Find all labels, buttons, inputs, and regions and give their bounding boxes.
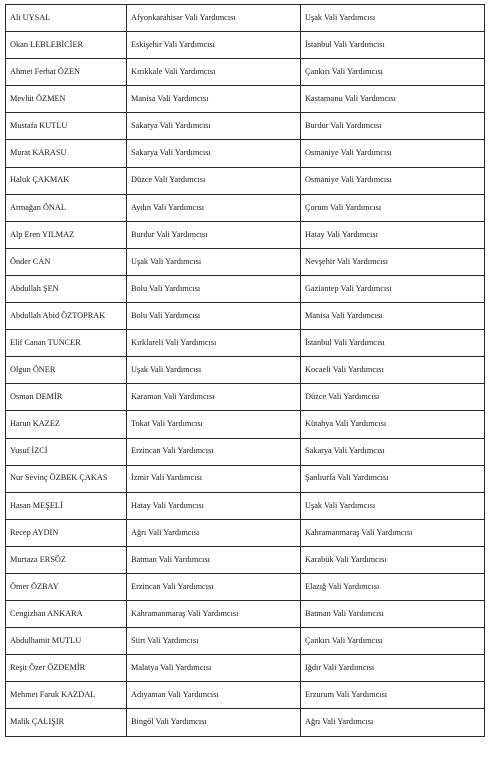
- current-post-cell: Ağrı Vali Yardımcısı: [127, 519, 301, 546]
- table-row: [6, 357, 485, 384]
- current-post-cell: Sakarya Vali Yardımcısı: [127, 140, 301, 167]
- current-post-cell: Kahramanmaraş Vali Yardımcısı: [127, 601, 301, 628]
- current-post-cell: Uşak Vali Yardımcısı: [127, 357, 301, 384]
- current-post-cell: Burdur Vali Yardımcısı: [127, 221, 301, 248]
- person-name-cell: Elif Canan TUNCER: [6, 330, 127, 357]
- current-post-cell: Aydın Vali Yardımcısı: [127, 194, 301, 221]
- table-row: [6, 438, 485, 465]
- current-post-cell: Kırklareli Vali Yardımcısı: [127, 330, 301, 357]
- new-post-cell: İstanbul Vali Yardımcısı: [301, 32, 485, 59]
- person-name-cell: Ömer ÖZBAY: [6, 573, 127, 600]
- table-row: [6, 221, 485, 248]
- current-post-cell: Erzincan Vali Yardımcısı: [127, 573, 301, 600]
- document-page: [5, 4, 484, 737]
- new-post-cell: Sakarya Vali Yardımcısı: [301, 438, 485, 465]
- person-name-cell: Mevlüt ÖZMEN: [6, 86, 127, 113]
- new-post-cell: İstanbul Vali Yardımcısı: [301, 330, 485, 357]
- new-post-cell: Iğdır Vali Yardımcısı: [301, 655, 485, 682]
- new-post-cell: Uşak Vali Yardımcısı: [301, 5, 485, 32]
- table-row: [6, 465, 485, 492]
- person-name-cell: Reşit Özer ÖZDEMİR: [6, 655, 127, 682]
- table-row: [6, 86, 485, 113]
- current-post-cell: Karaman Vali Yardımcısı: [127, 384, 301, 411]
- new-post-cell: Karabük Vali Yardımcısı: [301, 546, 485, 573]
- person-name-cell: Mehmet Faruk KAZDAL: [6, 682, 127, 709]
- person-name-cell: Okan LEBLEBİCİER: [6, 32, 127, 59]
- current-post-cell: Bolu Vali Yardımcısı: [127, 275, 301, 302]
- current-post-cell: Tokat Vali Yardımcısı: [127, 411, 301, 438]
- person-name-cell: Recep AYDIN: [6, 519, 127, 546]
- current-post-cell: Eskişehir Vali Yardımcısı: [127, 32, 301, 59]
- current-post-cell: Sakarya Vali Yardımcısı: [127, 113, 301, 140]
- person-name-cell: Abdulhamit MUTLU: [6, 628, 127, 655]
- current-post-cell: Bolu Vali Yardımcısı: [127, 303, 301, 330]
- table-row: [6, 709, 485, 736]
- table-row: [6, 5, 485, 32]
- new-post-cell: Düzce Vali Yardımcısı: [301, 384, 485, 411]
- person-name-cell: Osman DEMİR: [6, 384, 127, 411]
- person-name-cell: Önder CAN: [6, 248, 127, 275]
- new-post-cell: Gaziantep Vali Yardımcısı: [301, 275, 485, 302]
- current-post-cell: Uşak Vali Yardımcısı: [127, 248, 301, 275]
- current-post-cell: Erzincan Vali Yardımcısı: [127, 438, 301, 465]
- new-post-cell: Kocaeli Vali Yardımcısı: [301, 357, 485, 384]
- table-row: [6, 655, 485, 682]
- table-row: [6, 248, 485, 275]
- current-post-cell: Malatya Vali Yardımcısı: [127, 655, 301, 682]
- table-row: [6, 411, 485, 438]
- new-post-cell: Kastamonu Vali Yardımcısı: [301, 86, 485, 113]
- table-row: [6, 492, 485, 519]
- new-post-cell: Çankırı Vali Yardımcısı: [301, 59, 485, 86]
- table-row: [6, 682, 485, 709]
- person-name-cell: Ahmet Ferhat ÖZEN: [6, 59, 127, 86]
- person-name-cell: Nur Sevinç ÖZBEK ÇAKAS: [6, 465, 127, 492]
- current-post-cell: Adıyaman Vali Yardımcısı: [127, 682, 301, 709]
- table-row: [6, 330, 485, 357]
- new-post-cell: Batman Vali Yardımcısı: [301, 601, 485, 628]
- current-post-cell: Düzce Vali Yardımcısı: [127, 167, 301, 194]
- current-post-cell: İzmir Vali Yardımcısı: [127, 465, 301, 492]
- new-post-cell: Şanlıurfa Vali Yardımcısı: [301, 465, 485, 492]
- person-name-cell: Ali UYSAL: [6, 5, 127, 32]
- person-name-cell: Malik ÇALIŞIR: [6, 709, 127, 736]
- table-row: [6, 519, 485, 546]
- new-post-cell: Uşak Vali Yardımcısı: [301, 492, 485, 519]
- person-name-cell: Mustafa KUTLU: [6, 113, 127, 140]
- table-row: [6, 32, 485, 59]
- table-row: [6, 275, 485, 302]
- new-post-cell: Erzurum Vali Yardımcısı: [301, 682, 485, 709]
- current-post-cell: Afyonkarahisar Vali Yardımcısı: [127, 5, 301, 32]
- new-post-cell: Osmaniye Vali Yardımcısı: [301, 167, 485, 194]
- table-row: [6, 628, 485, 655]
- new-post-cell: Elazığ Vali Yardımcısı: [301, 573, 485, 600]
- new-post-cell: Kahramanmaraş Vali Yardımcısı: [301, 519, 485, 546]
- table-row: [6, 573, 485, 600]
- new-post-cell: Kütahya Vali Yardımcısı: [301, 411, 485, 438]
- new-post-cell: Çorum Vali Yardımcısı: [301, 194, 485, 221]
- current-post-cell: Bingöl Vali Yardımcısı: [127, 709, 301, 736]
- new-post-cell: Manisa Vali Yardımcısı: [301, 303, 485, 330]
- table-row: [6, 113, 485, 140]
- person-name-cell: Cengizhan ANKARA: [6, 601, 127, 628]
- new-post-cell: Hatay Vali Yardımcısı: [301, 221, 485, 248]
- person-name-cell: Harun KAZEZ: [6, 411, 127, 438]
- person-name-cell: Alp Eren YILMAZ: [6, 221, 127, 248]
- appointments-table: [5, 4, 485, 737]
- table-row: [6, 194, 485, 221]
- new-post-cell: Çankırı Vali Yardımcısı: [301, 628, 485, 655]
- person-name-cell: Abdullah Abid ÖZTOPRAK: [6, 303, 127, 330]
- person-name-cell: Haluk ÇAKMAK: [6, 167, 127, 194]
- person-name-cell: Yusuf İZCİ: [6, 438, 127, 465]
- table-row: [6, 167, 485, 194]
- table-row: [6, 303, 485, 330]
- table-row: [6, 601, 485, 628]
- new-post-cell: Osmaniye Vali Yardımcısı: [301, 140, 485, 167]
- table-row: [6, 546, 485, 573]
- person-name-cell: Armağan ÖNAL: [6, 194, 127, 221]
- table-row: [6, 140, 485, 167]
- person-name-cell: Murtaza ERSÖZ: [6, 546, 127, 573]
- table-row: [6, 384, 485, 411]
- table-row: [6, 59, 485, 86]
- current-post-cell: Batman Vali Yardımcısı: [127, 546, 301, 573]
- current-post-cell: Hatay Vali Yardımcısı: [127, 492, 301, 519]
- person-name-cell: Abdullah ŞEN: [6, 275, 127, 302]
- new-post-cell: Burdur Vali Yardımcısı: [301, 113, 485, 140]
- person-name-cell: Hasan MEŞELİ: [6, 492, 127, 519]
- person-name-cell: Murat KARASU: [6, 140, 127, 167]
- current-post-cell: Manisa Vali Yardımcısı: [127, 86, 301, 113]
- current-post-cell: Siirt Vali Yardımcısı: [127, 628, 301, 655]
- table-body: [6, 5, 485, 737]
- new-post-cell: Nevşehir Vali Yardımcısı: [301, 248, 485, 275]
- person-name-cell: Olgun ÖNER: [6, 357, 127, 384]
- new-post-cell: Ağrı Vali Yardımcısı: [301, 709, 485, 736]
- current-post-cell: Kırıkkale Vali Yardımcısı: [127, 59, 301, 86]
